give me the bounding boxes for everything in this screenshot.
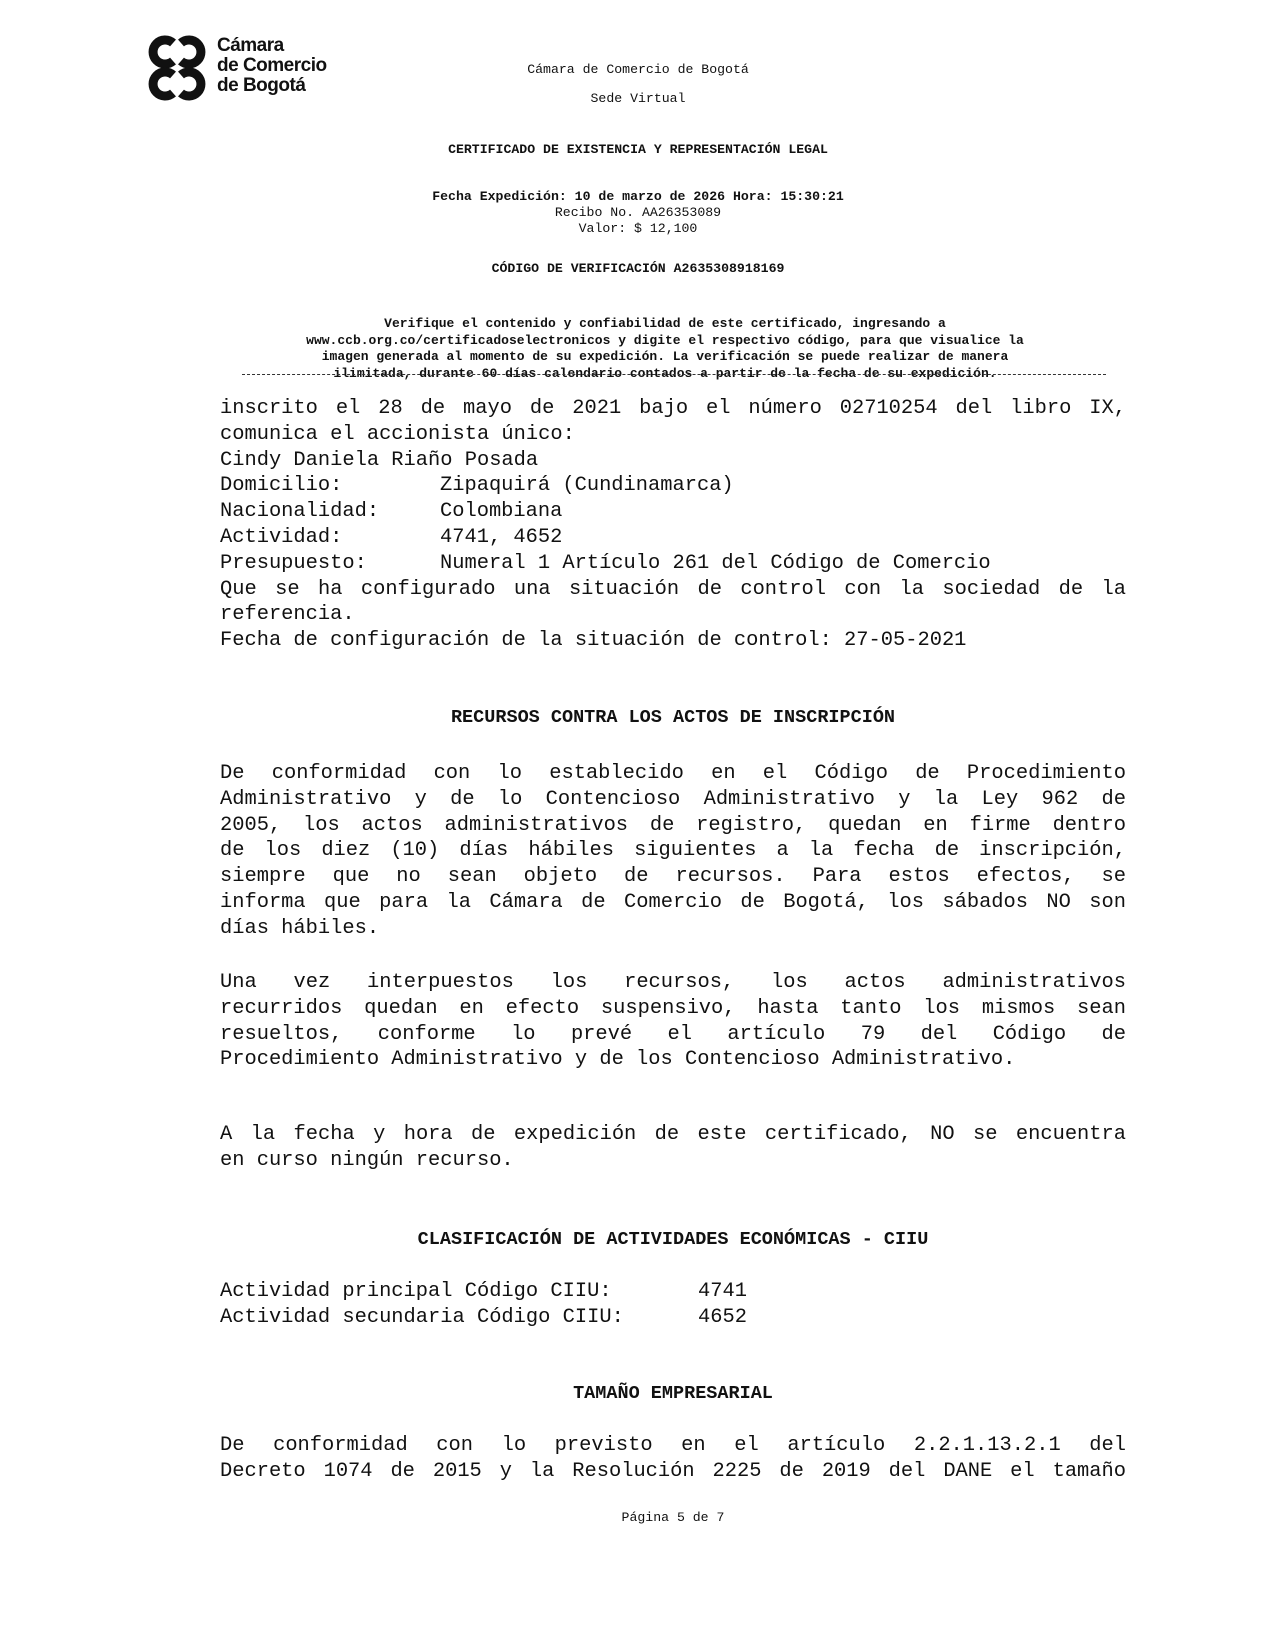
field-label: Actividad: [220,525,343,549]
control-situation-line: Que se ha configurado una situación de control con la sociedad de la [220,577,1126,601]
field-label: Domicilio: [220,474,343,498]
field-value: 4741, 4652 [440,525,563,549]
field-label: Nacionalidad: [220,500,380,524]
paragraph-line: días hábiles. [220,916,380,940]
paragraph-line: en curso ningún recurso. [220,1148,514,1172]
ciiu-row [220,1279,1126,1305]
field-value: Zipaquirá (Cundinamarca) [440,474,734,498]
ciiu-code: 4741 [698,1280,747,1303]
certificate-value: Valor: $ 12,100 [578,221,698,236]
ciiu-label: Actividad principal Código CIIU: [220,1280,612,1303]
recursos-paragraph-2 [220,970,1126,1073]
control-intro-line: comunica el accionista único: [220,422,575,446]
verification-code: CÓDIGO DE VERIFICACIÓN A2635308918169 [491,261,785,276]
page-number: Página 5 de 7 [621,1510,725,1525]
paragraph-line: recurridos quedan en efecto suspensivo, hasta tanto los mismos sean [220,996,1126,1020]
section-title-recursos: RECURSOS CONTRA LOS ACTOS DE INSCRIPCIÓN [450,707,896,728]
paragraph-line: De conformidad con lo establecido en el Código de Procedimiento [220,762,1126,785]
control-field-row [220,473,1126,499]
paragraph-line: resueltos, conforme lo prevé el artículo 79 del Código de [220,1022,1126,1046]
section-title-tamano: TAMAÑO EMPRESARIAL [573,1383,773,1404]
receipt-number: Recibo No. AA26353089 [554,205,722,220]
paragraph-line: informa que para la Cámara de Comercio de Bogotá, los sábados NO son [220,890,1126,914]
paragraph-line: Procedimiento Administrativo y de los Contencioso Administrativo. [220,1048,1016,1072]
paragraph-line: siempre que no sean objeto de recursos. Para estos efectos, se [220,865,1126,889]
paragraph-line: 2005, los actos administrativos de registro, quedan en firme dentro [220,813,1126,837]
ciiu-table [220,1279,1126,1331]
control-intro-line: inscrito el 28 de mayo de 2021 bajo el número 02710254 del libro IX, [220,397,1126,420]
control-field-row [220,525,1126,551]
paragraph-line: Una vez interpuestos los recursos, los actos administrativos [220,971,1126,994]
control-field-row [220,499,1126,525]
recursos-paragraph-1 [220,761,1126,942]
issue-date-line: Fecha Expedición: 10 de marzo de 2026 Hora: 15:30:21 [432,189,844,204]
paragraph-line: A la fecha y hora de expedición de este certificado, NO se encuentra [220,1123,1126,1146]
header-divider [242,374,1106,375]
ciiu-row [220,1305,1126,1331]
paragraph-line: De conformidad con lo previsto en el artículo 2.2.1.13.2.1 del [220,1434,1126,1457]
control-field-row [220,551,1126,577]
control-config-date: Fecha de configuración de la situación de control: 27-05-2021 [220,629,967,653]
shareholder-name: Cindy Daniela Riaño Posada [220,448,539,472]
org-name: Cámara de Comercio de Bogotá [527,62,749,77]
sede-virtual: Sede Virtual [590,91,686,106]
ciiu-code: 4652 [698,1305,747,1329]
logo-wordmark: Cámara de Comercio de Bogotá [217,35,327,96]
field-value: Numeral 1 Artículo 261 del Código de Comercio [440,551,991,575]
recursos-paragraph-3 [220,1122,1126,1174]
control-situation-line: referencia. [220,603,355,627]
field-value: Colombiana [440,500,563,524]
section-title-ciiu: CLASIFICACIÓN DE ACTIVIDADES ECONÓMICAS - CIIU [417,1229,929,1250]
paragraph-line: de los diez (10) días hábiles siguientes a la fecha de inscripción, [220,839,1126,863]
ciiu-label: Actividad secundaria Código CIIU: [220,1305,624,1329]
certificate-title: CERTIFICADO DE EXISTENCIA Y REPRESENTACIÓN LEGAL [448,142,828,157]
verification-notice: Verifique el contenido y confiabilidad de este certificado, ingresando a www.ccb.org.co/certificadoselectronicos y digite el respectivo código, para que visualice la imagen generada al momento de su expedición. La verificación se puede realizar de manera ilimitada, durante 60 días calendario contados a partir de la fecha de su expedición. [306,316,1024,381]
paragraph-line: Decreto 1074 de 2015 y la Resolución 2225 de 2019 del DANE el tamaño [220,1459,1126,1483]
paragraph-line: Administrativo y de lo Contencioso Administrativo y la Ley 962 de [220,787,1126,811]
field-label: Presupuesto: [220,551,367,575]
tamano-paragraph [220,1433,1126,1485]
control-section [220,396,1126,654]
